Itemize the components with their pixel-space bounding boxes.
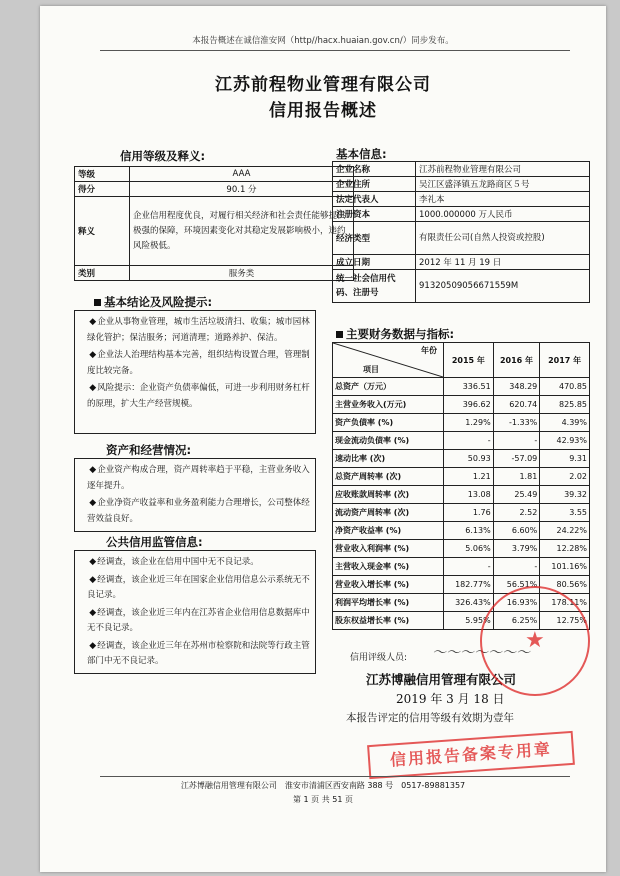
diamond-bullet-icon: ◆: [89, 465, 97, 475]
table-row: [333, 522, 590, 540]
metric-label: 流动资产周转率 (次): [333, 504, 444, 522]
info-label: 统一社会信用代码、注册号: [333, 270, 416, 303]
metric-label: 利润平均增长率 (%): [333, 594, 444, 612]
table-row: [333, 450, 590, 468]
info-value: 2012 年 11 月 19 日: [416, 255, 590, 270]
metric-label: 主营收入现金率 (%): [333, 558, 444, 576]
metric-label: 主营业务收入(万元): [333, 396, 444, 414]
metric-value: 5.06%: [444, 540, 494, 558]
signature-handwriting: 〜〜〜〜〜〜〜: [432, 645, 530, 661]
metric-value: -: [444, 432, 494, 450]
metric-value: 9.31: [540, 450, 590, 468]
category-label: 类别: [75, 266, 130, 281]
conclusion-item: ◆ 企业法人治理结构基本完善，组织结构设置合理，管理制度比较完备。: [79, 348, 311, 379]
assets-item: ◆ 企业资产构成合理，资产周转率趋于平稳，主营业务收入逐年提升。: [79, 463, 311, 494]
metric-value: 56.51%: [493, 576, 540, 594]
metric-value: 326.43%: [444, 594, 494, 612]
metric-value: 336.51: [444, 378, 494, 396]
diamond-bullet-icon: ◆: [89, 574, 97, 585]
info-label: 成立日期: [333, 255, 416, 270]
basic-info-table: [332, 161, 590, 303]
table-row: [333, 378, 590, 396]
score-value: 90.1 分: [130, 182, 354, 197]
metric-label: 现金流动负债率 (%): [333, 432, 444, 450]
metric-value: 620.74: [493, 396, 540, 414]
public-box: [74, 550, 316, 674]
metric-label: 应收账款周转率 (次): [333, 486, 444, 504]
square-bullet-icon: [336, 331, 343, 338]
diamond-bullet-icon: ◆: [89, 383, 97, 393]
metric-value: 13.08: [444, 486, 494, 504]
star-icon: ★: [525, 628, 545, 653]
metric-value: -: [444, 558, 494, 576]
metric-value: 3.79%: [493, 540, 540, 558]
top-note: 本报告概述在诚信淮安网（http//hacx.huaian.gov.cn/）同步发布。: [192, 36, 454, 46]
metric-value: 396.62: [444, 396, 494, 414]
metric-value: 12.75%: [540, 612, 590, 630]
metric-value: -: [493, 558, 540, 576]
assets-item: ◆ 企业净资产收益率和业务盈利能力合理增长，公司整体经营效益良好。: [79, 496, 311, 527]
footer-address: 江苏博融信用管理有限公司 淮安市清浦区西安南路 388 号 0517-89881357: [180, 781, 466, 790]
metric-value: 1.76: [444, 504, 494, 522]
info-label: 企业住所: [333, 177, 416, 192]
metric-label: 总资产周转率 (次): [333, 468, 444, 486]
public-item: ◆ 经调查，该企业近三年在国家企业信用信息公示系统无不良记录。: [79, 573, 311, 604]
info-value: 91320509056671559M: [416, 270, 590, 303]
info-value: 1000.000000 万人民币: [416, 207, 590, 222]
year-header: 2015 年: [444, 343, 494, 378]
table-row: [333, 396, 590, 414]
square-bullet-icon: [94, 299, 101, 306]
public-item: ◆ 经调查，该企业近三年内在江苏省企业信用信息数据库中无不良记录。: [79, 606, 311, 637]
metric-label: 总资产（万元）: [333, 378, 444, 396]
info-value: 吴江区盛泽镇五龙路商区５号: [416, 177, 590, 192]
report-title: 信用报告概述: [269, 101, 377, 121]
metric-value: 825.85: [540, 396, 590, 414]
company-title: 江苏前程物业管理有限公司: [215, 75, 431, 95]
metric-value: 50.93: [444, 450, 494, 468]
metric-label: 资产负债率 (%): [333, 414, 444, 432]
conclusion-box: [74, 310, 316, 434]
metric-value: 182.77%: [444, 576, 494, 594]
credit-section-title: 信用等级及释义:: [120, 149, 206, 163]
metric-value: 39.32: [540, 486, 590, 504]
metric-value: 6.13%: [444, 522, 494, 540]
category-value: 服务类: [130, 266, 354, 281]
report-page: [40, 6, 606, 872]
finance-table: [332, 342, 590, 630]
info-label: 注册资本: [333, 207, 416, 222]
metric-value: 178.11%: [540, 594, 590, 612]
meaning-label: 释义: [75, 197, 130, 266]
page-number: 第 1 页 共 51 页: [293, 795, 353, 804]
diamond-bullet-icon: ◆: [89, 640, 97, 651]
grade-value: AAA: [130, 167, 354, 182]
score-label: 得分: [75, 182, 130, 197]
metric-value: 470.85: [540, 378, 590, 396]
metric-value: 5.95%: [444, 612, 494, 630]
assets-title: 资产和经营情况:: [106, 443, 192, 457]
table-row: [333, 486, 590, 504]
info-value: 江苏前程物业管理有限公司: [416, 162, 590, 177]
table-row: [333, 414, 590, 432]
metric-value: 16.93%: [493, 594, 540, 612]
info-value: 有限责任公司(自然人投资或控股): [416, 222, 590, 255]
footer-divider: [100, 776, 570, 777]
metric-label: 速动比率 (次): [333, 450, 444, 468]
info-label: 经济类型: [333, 222, 416, 255]
table-row: [333, 558, 590, 576]
metric-label: 营业收入增长率 (%): [333, 576, 444, 594]
company-seal: [480, 586, 590, 696]
metric-value: -: [493, 432, 540, 450]
metric-value: 12.28%: [540, 540, 590, 558]
header-item-label: 项目: [363, 365, 379, 374]
metric-value: 348.29: [493, 378, 540, 396]
metric-label: 股东权益增长率 (%): [333, 612, 444, 630]
conclusion-title: 基本结论及风险提示:: [94, 294, 212, 310]
metric-value: 25.49: [493, 486, 540, 504]
table-row: [333, 540, 590, 558]
issuer-org: 江苏博融信用管理有限公司: [366, 672, 517, 687]
header-divider: [100, 50, 570, 51]
table-row: [333, 432, 590, 450]
metric-value: 2.02: [540, 468, 590, 486]
metric-value: 1.29%: [444, 414, 494, 432]
evaluator-label: 信用评级人员:: [350, 653, 408, 663]
diamond-bullet-icon: ◆: [89, 317, 97, 327]
diamond-bullet-icon: ◆: [89, 350, 97, 360]
diamond-bullet-icon: ◆: [89, 557, 97, 567]
issue-date: 2019 年 3 月 18 日: [396, 692, 505, 706]
metric-label: 净资产收益率 (%): [333, 522, 444, 540]
basic-info-title: 基本信息:: [336, 147, 387, 161]
table-row: [333, 468, 590, 486]
year-header: 2016 年: [493, 343, 540, 378]
metric-value: 1.21: [444, 468, 494, 486]
public-item: ◆ 经调查，该企业近三年在苏州市检察院和法院等行政主管部门中无不良记录。: [79, 639, 311, 670]
metric-label: 营业收入利润率 (%): [333, 540, 444, 558]
meaning-value: 企业信用程度优良，对履行相关经济和社会责任能够提供极强的保障，环境因素变化对其稳定发展影响极小，违约风险极低。: [130, 197, 354, 266]
assets-box: [74, 458, 316, 532]
metric-value: 3.55: [540, 504, 590, 522]
finance-title: 主要财务数据与指标:: [336, 326, 454, 342]
public-item: ◆ 经调查，该企业在信用中国中无不良记录。: [79, 555, 311, 571]
conclusion-item: ◆ 风险提示：企业资产负债率偏低，可进一步利用财务杠杆的原理，扩大生产经营规模。: [79, 381, 311, 412]
info-label: 法定代表人: [333, 192, 416, 207]
credit-table: [74, 166, 354, 281]
year-header: 2017 年: [540, 343, 590, 378]
metric-value: 42.93%: [540, 432, 590, 450]
metric-value: 1.81: [493, 468, 540, 486]
conclusion-item: ◆ 企业从事物业管理，城市生活垃圾清扫、收集；城市园林绿化管护；保洁服务；河道清理；道路养护、保洁。: [79, 315, 311, 346]
finance-header-corner: [333, 343, 444, 378]
metric-value: 6.25%: [493, 612, 540, 630]
metric-value: -1.33%: [493, 414, 540, 432]
info-label: 企业名称: [333, 162, 416, 177]
public-title: 公共信用监管信息:: [106, 535, 203, 549]
table-row: [333, 504, 590, 522]
validity-note: 本报告评定的信用等级有效期为壹年: [346, 712, 514, 724]
metric-value: 4.39%: [540, 414, 590, 432]
filing-stamp: 信用报告备案专用章: [367, 731, 575, 779]
header-year-label: 年份: [421, 346, 437, 355]
metric-value: -57.09: [493, 450, 540, 468]
metric-value: 80.56%: [540, 576, 590, 594]
metric-value: 24.22%: [540, 522, 590, 540]
info-value: 李礼本: [416, 192, 590, 207]
diamond-bullet-icon: ◆: [89, 498, 97, 508]
metric-value: 2.52: [493, 504, 540, 522]
metric-value: 101.16%: [540, 558, 590, 576]
grade-label: 等级: [75, 167, 130, 182]
metric-value: 6.60%: [493, 522, 540, 540]
diamond-bullet-icon: ◆: [89, 607, 97, 618]
